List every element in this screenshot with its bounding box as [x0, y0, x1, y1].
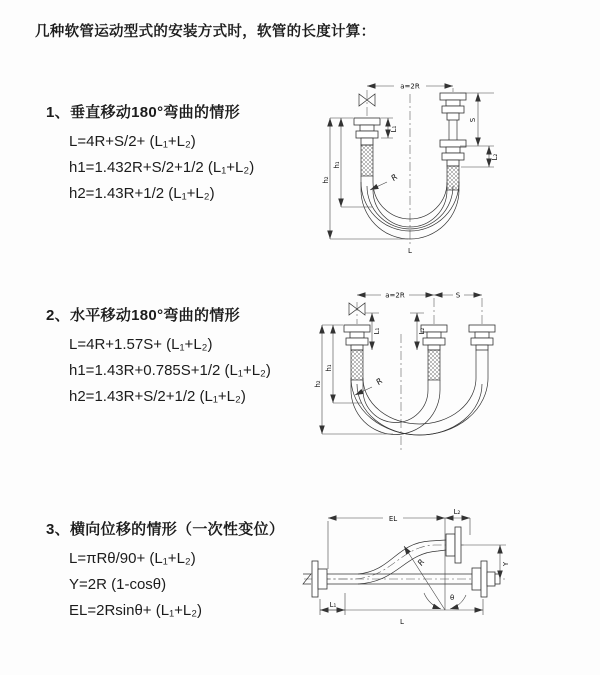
page-title: 几种软管运动型式的安装方式时，软管的长度计算： [35, 24, 376, 40]
dim-label-a2r: a=2R [400, 82, 420, 91]
section-1-heading: 1、垂直移动180°弯曲的情形 [46, 104, 240, 121]
hose-outline [312, 527, 500, 597]
hose-outline [344, 325, 495, 435]
formula-line: h1=1.432R+S/2+1/2 (L₁+L₂) [69, 159, 255, 176]
dim-label-l1: L₁ [373, 327, 381, 335]
section-vertical-move [46, 103, 254, 207]
formula-line: L=πRθ/90+ (L₁+L₂) [69, 550, 196, 567]
dim-label-l: L [400, 618, 404, 626]
dim-label-l2: L₂ [418, 327, 426, 335]
radius-label: R [374, 376, 385, 387]
dim-label-h1: h₁ [325, 364, 333, 372]
angle-label-theta: θ [450, 594, 455, 602]
dim-label-l1: L₁ [390, 125, 398, 133]
formula-line: h2=1.43R+1/2 (L₁+L₂) [69, 185, 215, 202]
dim-label-h2: h₂ [314, 380, 322, 388]
formula-line: h1=1.43R+0.785S+1/2 (L₁+L₂) [69, 362, 271, 379]
dim-label-a2r: a=2R [385, 291, 405, 300]
diagram-vertical-180-bend [308, 68, 600, 268]
dim-label-l: L [408, 247, 412, 255]
dim-label-s: S [469, 117, 477, 123]
dim-label-l2: L₂ [453, 508, 461, 516]
braid-section [351, 350, 363, 380]
dim-label-s: S [455, 291, 461, 300]
dim-label-el: EL [388, 515, 398, 523]
dim-label-h1: h₁ [333, 161, 341, 169]
formula-line: L=4R+S/2+ (L₁+L₂) [69, 133, 196, 150]
formula-line: L=4R+1.57S+ (L₁+L₂) [69, 336, 213, 353]
dim-label-y: Y [502, 561, 510, 567]
formula-line: EL=2Rsinθ+ (L₁+L₂) [69, 602, 203, 619]
formula-line: Y=2R (1-cosθ) [69, 576, 167, 593]
section-2-heading: 2、水平移动180°弯曲的情形 [46, 307, 240, 324]
section-lateral-displacement [46, 520, 284, 624]
formula-line: h2=1.43R+S/2+1/2 (L₁+L₂) [69, 388, 246, 405]
braid-section [361, 145, 373, 176]
dim-label-l2: L₂ [491, 153, 499, 161]
diagram-horizontal-180-bend [303, 282, 600, 477]
diagram-lateral-displacement [300, 495, 600, 665]
dim-label-l1: L₁ [329, 601, 337, 609]
dim-label-h2: h₂ [322, 176, 330, 184]
radius-label: R [389, 172, 400, 183]
section-3-heading: 3、横向位移的情形（一次性变位） [46, 521, 285, 538]
radius-label: R [415, 557, 427, 568]
section-horizontal-move [46, 306, 271, 410]
braid-section [428, 350, 440, 380]
